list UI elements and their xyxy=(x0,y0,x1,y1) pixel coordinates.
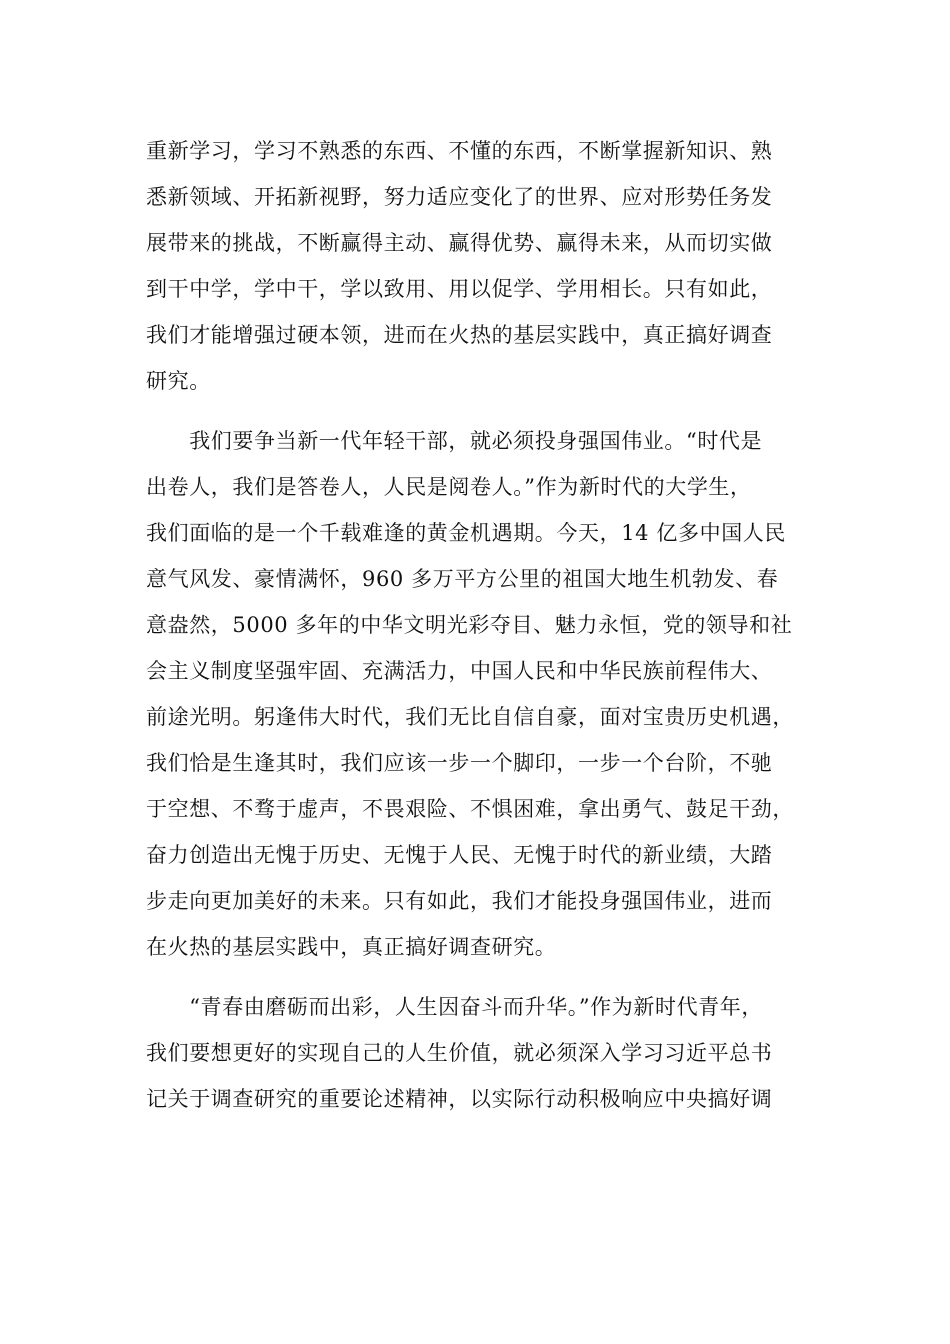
text-line: 我们面临的是一个千载难逢的黄金机遇期。今天，14 亿多中国人民 xyxy=(146,521,786,545)
text-line: 于空想、不骛于虚声，不畏艰险、不惧困难，拿出勇气、鼓足干劲， xyxy=(146,797,794,821)
text-line: 研究。 xyxy=(146,369,211,393)
text-line: 展带来的挑战，不断赢得主动、赢得优势、赢得未来，从而切实做 xyxy=(146,231,773,255)
paragraph-1 xyxy=(146,128,806,404)
text-line: “青春由磨砺而出彩，人生因奋斗而升华。”作为新时代青年， xyxy=(146,995,763,1019)
text-line: 意盎然，5000 多年的中华文明光彩夺目、魅力永恒，党的领导和社 xyxy=(146,613,793,637)
text-line: 记关于调查研究的重要论述精神，以实际行动积极响应中央搞好调 xyxy=(146,1087,773,1111)
text-line: 我们要想更好的实现自己的人生价值，就必须深入学习习近平总书 xyxy=(146,1041,773,1065)
paragraph-3 xyxy=(146,984,806,1122)
text-line: 奋力创造出无愧于历史、无愧于人民、无愧于时代的新业绩，大踏 xyxy=(146,843,773,867)
text-line: 悉新领域、开拓新视野，努力适应变化了的世界、应对形势任务发 xyxy=(146,185,773,209)
body-text xyxy=(146,128,806,1136)
text-line: 我们恰是生逢其时，我们应该一步一个脚印，一步一个台阶，不驰 xyxy=(146,751,773,775)
text-line: 前途光明。躬逢伟大时代，我们无比自信自豪，面对宝贵历史机遇， xyxy=(146,705,794,729)
paragraph-2 xyxy=(146,418,806,970)
text-line: 会主义制度坚强牢固、充满活力，中国人民和中华民族前程伟大、 xyxy=(146,659,773,683)
text-line: 我们才能增强过硬本领，进而在火热的基层实践中，真正搞好调查 xyxy=(146,323,773,347)
text-line: 我们要争当新一代年轻干部，就必须投身强国伟业。“时代是 xyxy=(146,429,763,453)
text-line: 重新学习，学习不熟悉的东西、不懂的东西，不断掌握新知识、熟 xyxy=(146,139,773,163)
text-line: 出卷人，我们是答卷人，人民是阅卷人。”作为新时代的大学生， xyxy=(146,475,752,499)
text-line: 步走向更加美好的未来。只有如此，我们才能投身强国伟业，进而 xyxy=(146,889,773,913)
text-line: 意气风发、豪情满怀，960 多万平方公里的祖国大地生机勃发、春 xyxy=(146,567,779,591)
text-line: 到干中学，学中干，学以致用、用以促学、学用相长。只有如此， xyxy=(146,277,773,301)
text-line: 在火热的基层实践中，真正搞好调查研究。 xyxy=(146,935,557,959)
